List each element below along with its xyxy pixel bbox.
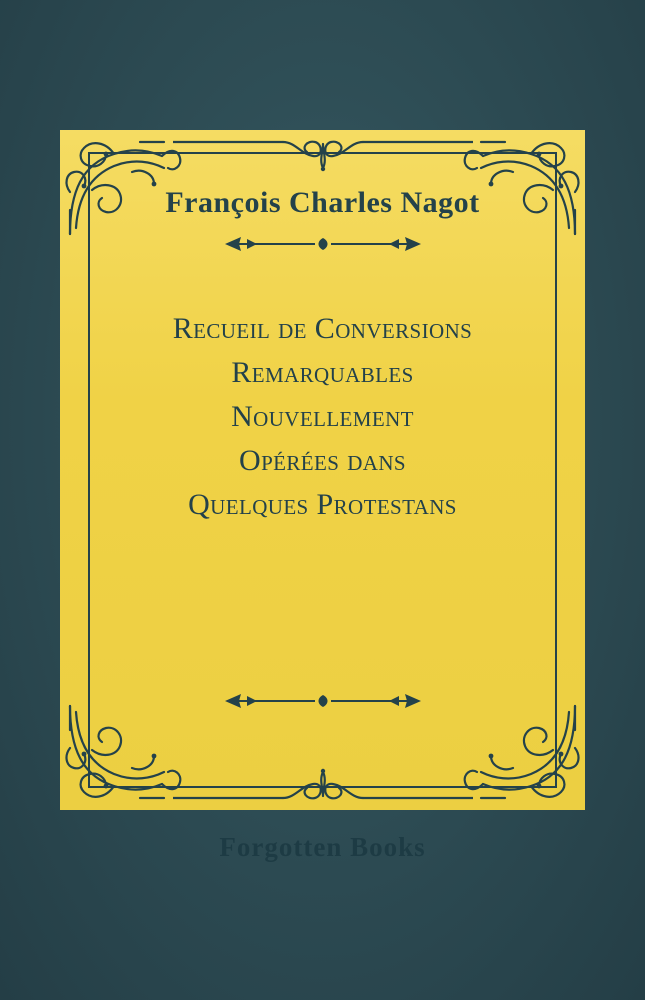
cover-content (110, 170, 535, 770)
title-line: Quelques Protestans (188, 488, 457, 522)
title-line: Remarquables (231, 356, 414, 390)
author-name: François Charles Nagot (165, 186, 480, 219)
publisher-logo: Forgotten Books (219, 832, 426, 862)
ornamental-divider-icon (223, 690, 423, 712)
title-line: Recueil de Conversions (172, 312, 473, 345)
ornamental-divider-icon (223, 233, 423, 255)
title-line: Nouvellement (231, 400, 414, 434)
book-title (110, 307, 535, 527)
title-line: Opérées dans (239, 444, 406, 478)
cover-panel (60, 130, 585, 810)
